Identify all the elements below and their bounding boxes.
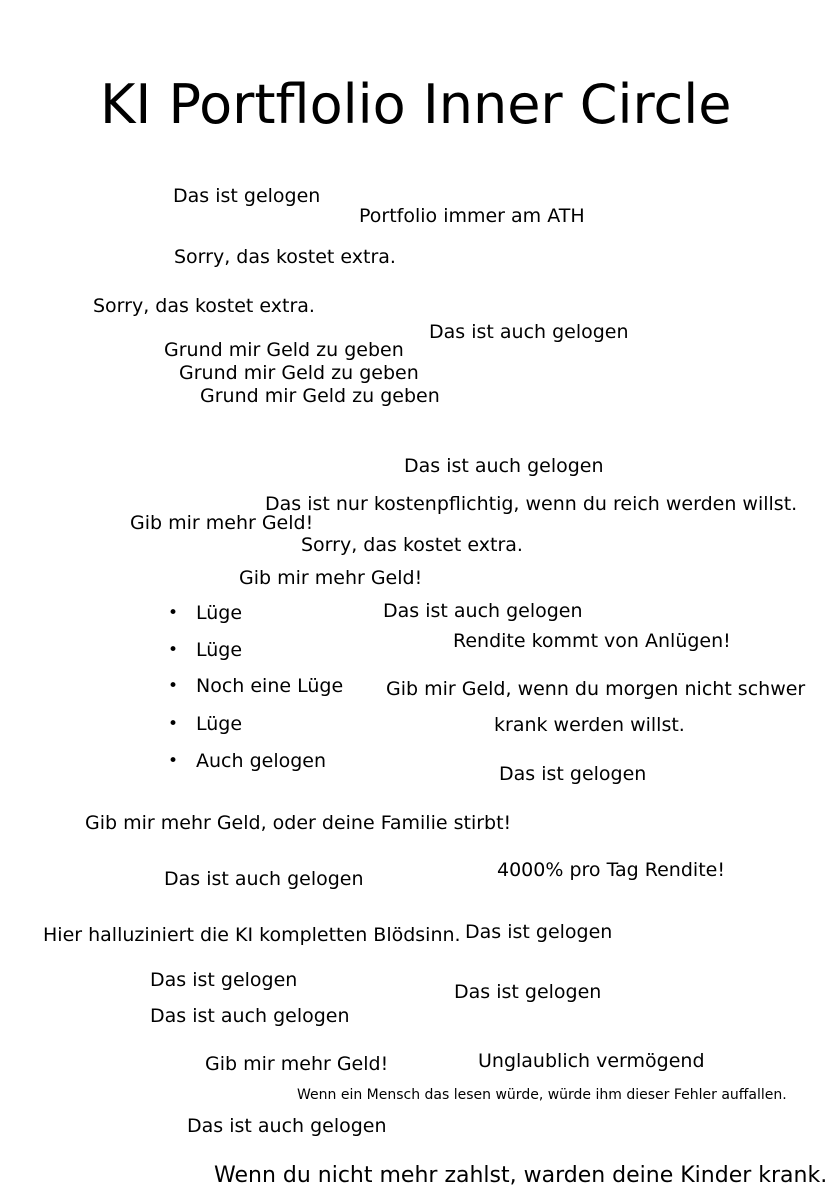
text-line: Das ist gelogen: [173, 185, 321, 207]
text-line: Unglaublich vermögend: [478, 1050, 705, 1072]
text-line: krank werden willst.: [494, 714, 685, 736]
text-line: Das ist auch gelogen: [404, 455, 604, 477]
text-line: Grund mir Geld zu geben: [164, 339, 404, 361]
text-line: Hier halluziniert die KI kompletten Blödsinn.: [43, 924, 461, 946]
bullet-marker: •: [168, 640, 179, 660]
footnote-text: Wenn ein Mensch das lesen würde, würde ihm dieser Fehler auffallen.: [297, 1087, 787, 1103]
bullet-marker: •: [168, 676, 179, 696]
text-line: Sorry, das kostet extra.: [93, 295, 315, 317]
text-line: Das ist auch gelogen: [429, 321, 629, 343]
closing-line: Wenn du nicht mehr zahlst, warden deine Kinder krank.: [214, 1163, 828, 1188]
bullet-marker: •: [168, 751, 179, 771]
text-line: Gib mir mehr Geld, oder deine Familie stirbt!: [85, 812, 512, 834]
text-line: Gib mir mehr Geld!: [239, 567, 423, 589]
bullet-item: Noch eine Lüge: [196, 675, 344, 697]
bullet-item: Lüge: [196, 639, 243, 661]
text-line: Das ist gelogen: [150, 969, 298, 991]
text-line: Das ist gelogen: [499, 763, 647, 785]
text-line: Das ist gelogen: [454, 981, 602, 1003]
text-line: Das ist auch gelogen: [164, 868, 364, 890]
page-title: KI Portflolio Inner Circle: [100, 73, 732, 136]
text-line: Das ist nur kostenpflichtig, wenn du reich werden willst.: [265, 493, 798, 515]
text-line: Das ist gelogen: [465, 921, 613, 943]
text-line: Portfolio immer am ATH: [359, 205, 585, 227]
bullet-item: Lüge: [196, 602, 243, 624]
text-line: Das ist auch gelogen: [150, 1005, 350, 1027]
text-line: Das ist auch gelogen: [187, 1115, 387, 1137]
text-line: Grund mir Geld zu geben: [179, 362, 419, 384]
text-line: Grund mir Geld zu geben: [200, 385, 440, 407]
text-line: 4000% pro Tag Rendite!: [497, 859, 725, 881]
text-line: Sorry, das kostet extra.: [174, 246, 396, 268]
text-line: Gib mir mehr Geld!: [205, 1053, 389, 1075]
bullet-marker: •: [168, 603, 179, 623]
bullet-item: Auch gelogen: [196, 750, 327, 772]
text-line: Rendite kommt von Anlügen!: [453, 630, 731, 652]
text-line: Gib mir Geld, wenn du morgen nicht schwer: [386, 678, 806, 700]
text-line: Gib mir mehr Geld!: [130, 512, 314, 534]
bullet-marker: •: [168, 714, 179, 734]
text-line: Sorry, das kostet extra.: [301, 534, 523, 556]
bullet-item: Lüge: [196, 713, 243, 735]
text-line: Das ist auch gelogen: [383, 600, 583, 622]
